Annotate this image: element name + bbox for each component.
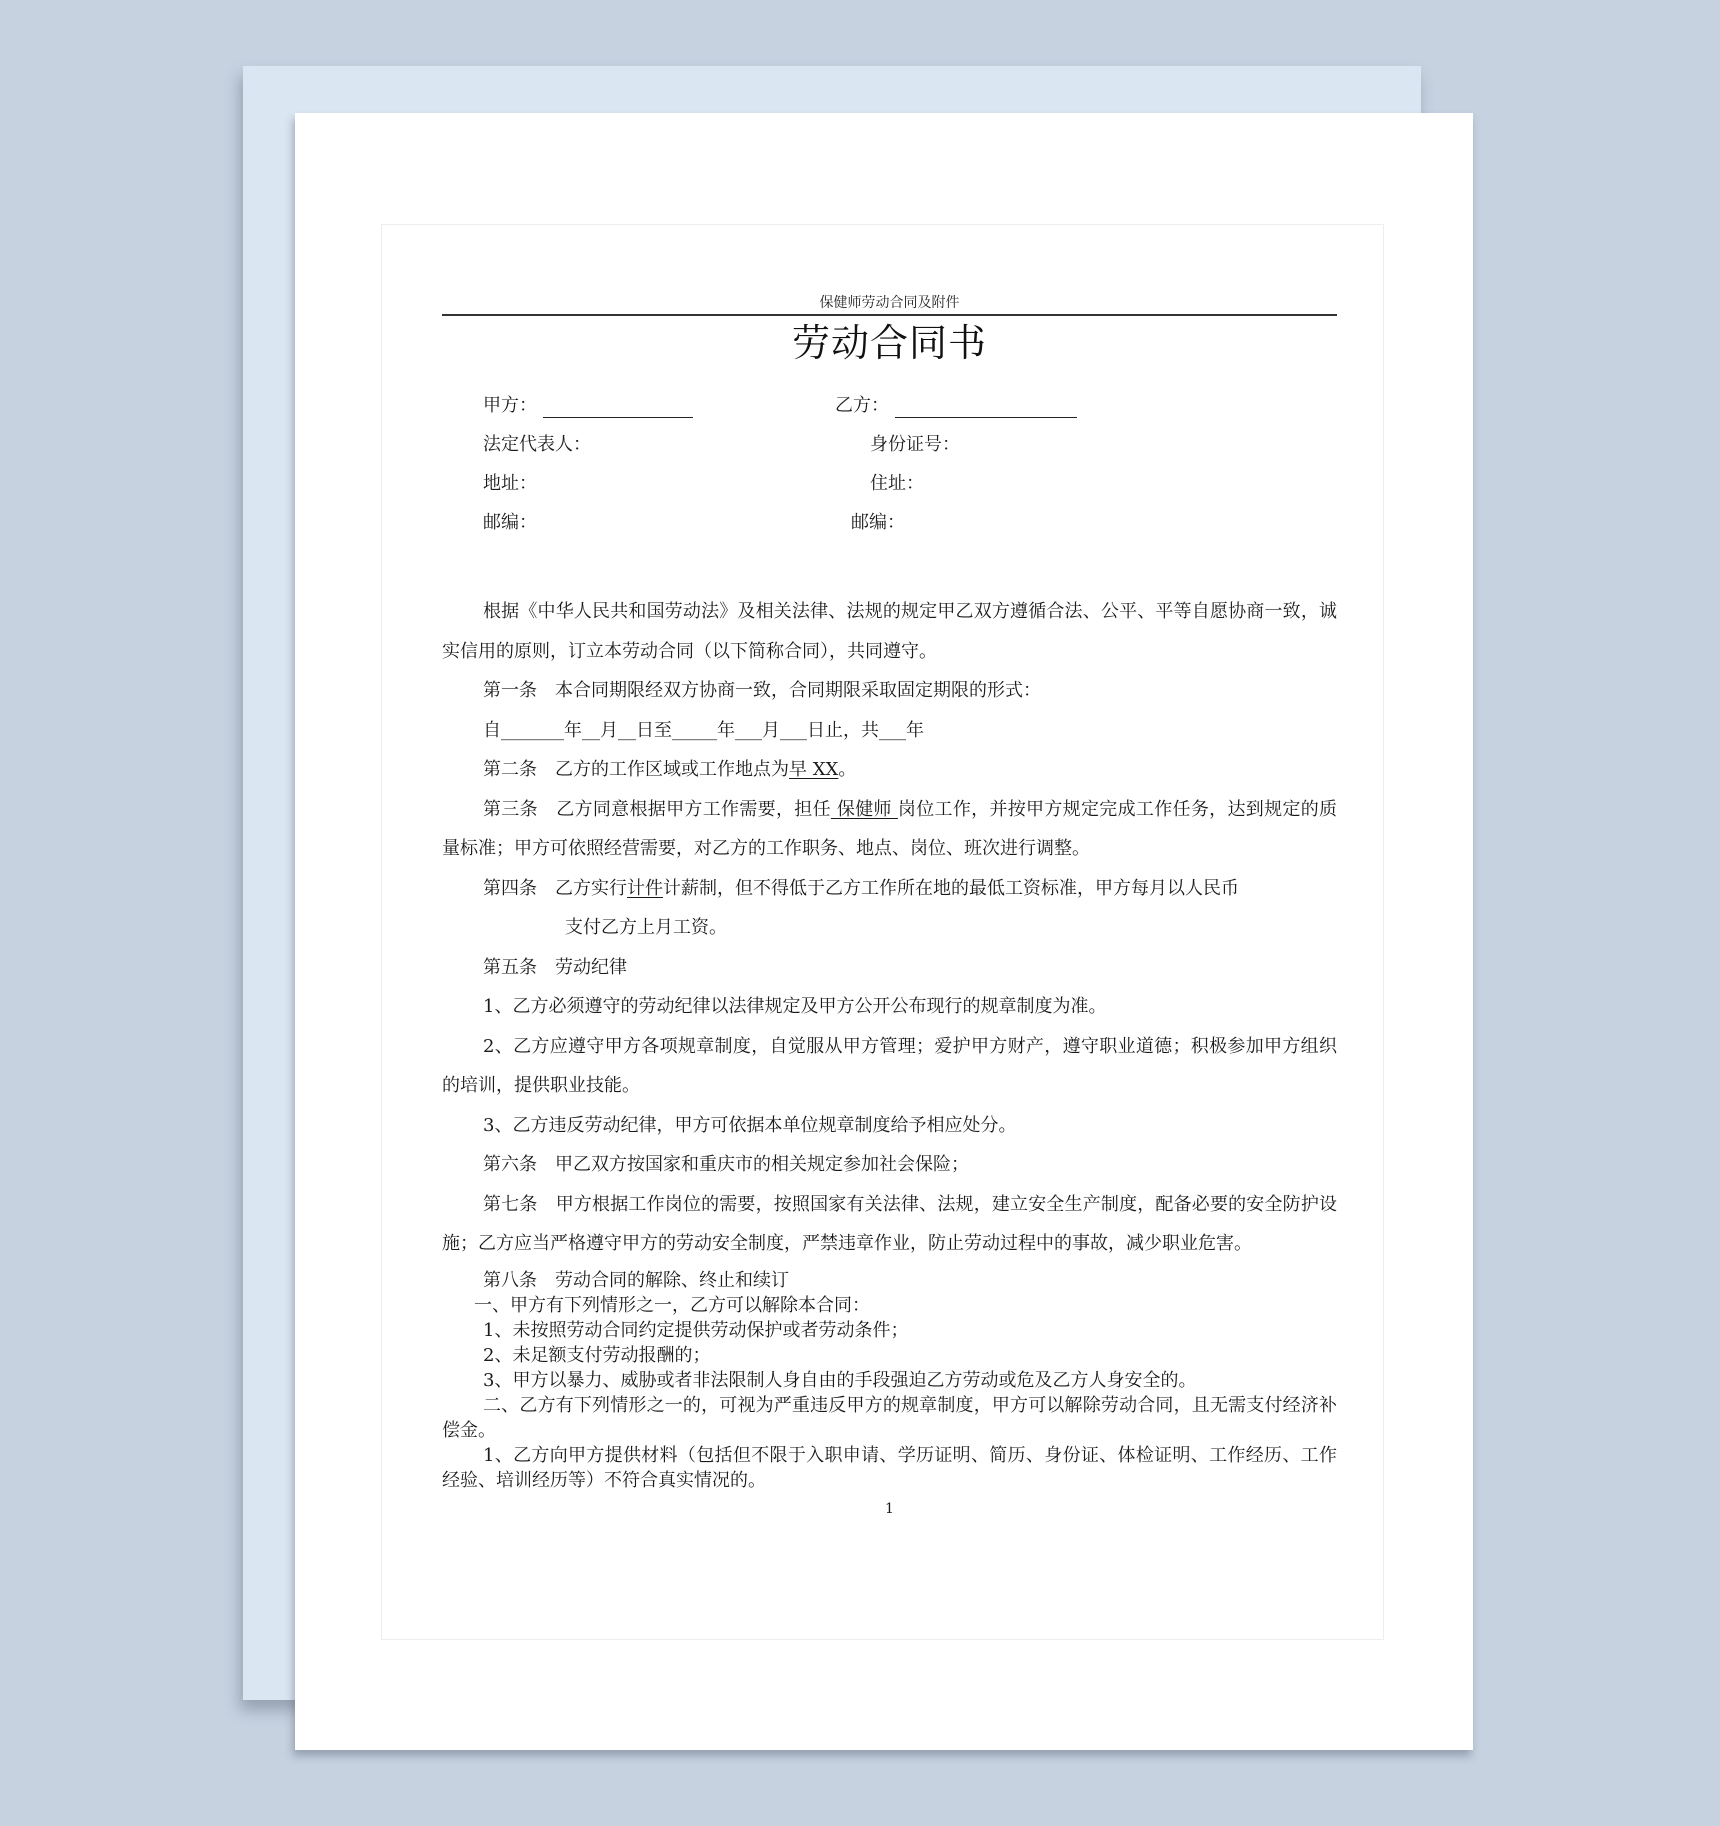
party-b-field [835, 394, 1077, 418]
article-5: 第五条 劳动纪律 [483, 956, 627, 978]
party-a-label: 甲方： [483, 395, 537, 416]
contract-body [442, 592, 1337, 1493]
page-content [442, 294, 1337, 1517]
party-a-blank[interactable] [543, 399, 693, 418]
residence-label: 住址： [870, 473, 924, 494]
address-label: 地址： [483, 473, 537, 494]
article-1: 第一条 本合同期限经双方协商一致，合同期限采取固定期限的形式： [483, 680, 1041, 701]
document-page [295, 113, 1473, 1750]
article-8-part-1-item-1: 1、未按照劳动合同约定提供劳动保护或者劳动条件； [483, 1319, 909, 1341]
article-2 [442, 750, 1337, 790]
article-5-item-1: 1、乙方必须遵守的劳动纪律以法律规定及甲方公开公布现行的规章制度为准。 [483, 996, 1107, 1017]
page-number: 1 [885, 1500, 894, 1517]
article-2-end: 。 [838, 759, 857, 780]
postcode-b-label: 邮编： [851, 512, 905, 533]
postcode-a-label: 邮编： [483, 512, 537, 533]
article-8-part-1: 一、甲方有下列情形之一，乙方可以解除本合同： [474, 1294, 870, 1316]
article-4-rest: 计薪制，但不得低于乙方工作所在地的最低工资标准，甲方每月以人民币 [663, 877, 1239, 899]
article-8: 第八条 劳动合同的解除、终止和续订 [483, 1269, 789, 1291]
article-7: 第七条 甲方根据工作岗位的需要，按照国家有关法律、法规，建立安全生产制度，配备必要的安全防护设施；乙方应当严格遵守甲方的劳动安全制度，严禁违章作业，防止劳动过程中的事故，减少职业危害。 [442, 1193, 1337, 1254]
article-8-part-1-item-3: 3、甲方以暴力、威胁或者非法限制人身自由的手段强迫乙方劳动或危及乙方人身安全的。 [483, 1369, 1197, 1391]
article-8-part-1-item-2: 2、未足额支付劳动报酬的； [483, 1344, 711, 1366]
party-a-field [483, 394, 693, 418]
article-3-text: 第三条 乙方同意根据甲方工作需要，担任 [483, 798, 831, 820]
article-2-text: 第二条 乙方的工作区域或工作地点为 [483, 759, 789, 780]
id-number-label: 身份证号： [870, 434, 960, 455]
header-rule [442, 314, 1337, 316]
parties-block [442, 394, 1337, 554]
contract-term-line: 自_______年__月__日至_____年___月___日止，共___年 [483, 719, 924, 741]
preamble-paragraph: 根据《中华人民共和国劳动法》及相关法律、法规的规定甲乙双方遵循合法、公平、平等自愿协商一致，诚实信用的原则，订立本劳动合同（以下简称合同），共同遵守。 [442, 601, 1337, 662]
document-title: 劳动合同书 [791, 321, 987, 365]
article-4 [442, 869, 1337, 909]
position-value: 保健师 [830, 798, 898, 820]
article-8-part-2-item-1: 1、乙方向甲方提供材料（包括但不限于入职申请、学历证明、简历、身份证、体检证明、工作经历、工作经验、培训经历等）不符合真实情况的。 [442, 1444, 1337, 1491]
party-b-label: 乙方： [835, 395, 889, 416]
party-b-blank[interactable] [895, 399, 1077, 418]
article-4-continuation: 支付乙方上月工资。 [565, 917, 727, 938]
article-6: 第六条 甲乙双方按国家和重庆市的相关规定参加社会保险； [483, 1154, 969, 1175]
article-5-item-2: 2、乙方应遵守甲方各项规章制度，自觉服从甲方管理；爱护甲方财产，遵守职业道德；积极参加甲方组织的培训，提供职业技能。 [442, 1035, 1337, 1096]
pay-type-value: 计件 [627, 877, 663, 899]
article-5-item-3: 3、乙方违反劳动纪律，甲方可依据本单位规章制度给予相应处分。 [483, 1114, 1017, 1136]
article-4-text: 第四条 乙方实行 [483, 877, 627, 899]
running-header: 保健师劳动合同及附件 [819, 295, 960, 311]
work-location-value: 早 XX [789, 759, 839, 780]
article-3 [442, 790, 1337, 869]
article-8-part-2: 二、乙方有下列情形之一的，可视为严重违反甲方的规章制度，甲方可以解除劳动合同，且无需支付经济补偿金。 [442, 1394, 1337, 1441]
article-3-rest: 岗位工作，并按甲方规定完成工作任务，达到规定的质量标准；甲方可依照经营需要，对乙方的工作职务、地点、岗位、班次进行调整。 [442, 798, 1338, 859]
legal-rep-label: 法定代表人： [483, 434, 591, 455]
